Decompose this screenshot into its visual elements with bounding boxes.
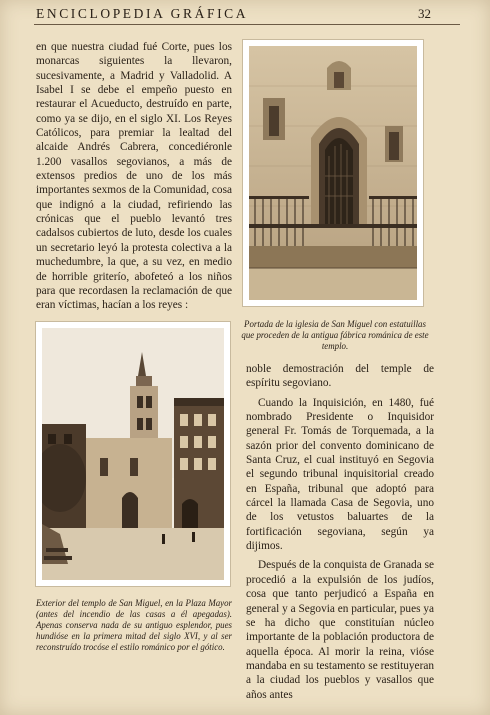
- caption-church-exterior: Exterior del templo de San Miguel, en la Plaza Mayor (antes del incendio de las casas a él apegadas). Apenas conserva nada de su antiguo esplendor, pues hundióse en la primera mitad del siglo XVI, y al ser reconstruído trocóse el estilo románico por el gótico.: [36, 598, 232, 653]
- page-number: 32: [418, 6, 431, 21]
- paragraph: noble demostración del temple de espíritu segoviano.: [246, 363, 434, 390]
- paragraph: Después de la conquista de Granada se procedió a la expulsión de los judíos, cosa que tanto perjudicó a España en general y a Segovia en particular, pues ya se ha dicho que constituían núcleo importante de la población productora de aquella época. Al morir la reina, vióse mandaba en su testamento se restituyeran a la ciudad los pueblos y vasallos que años antes: [246, 559, 434, 701]
- church-exterior-image: [42, 328, 224, 580]
- running-title: ENCICLOPEDIA GRÁFICA: [36, 6, 249, 21]
- caption-church-portal: Portada de la iglesia de San Miguel con estatuillas que proceden de la antigua fábrica románica de este templo.: [241, 319, 429, 352]
- paragraph: en que nuestra ciudad fué Corte, pues los monarcas siguientes la llevaron, sucesivamente, a Madrid y Valladolid. A Isabel I se debe el empeño puesto en restaurar el Acueducto, destruído en parte, como ya se dijo, en el siglo XI. Los Reyes Católicos, para premiar la lealtad del alcaide Andrés Cabrera, concediéronle 1.200 vasallos segovianos, a más de extensos predios de uno de los más importantes sexmos de la Comunidad, cosa que indignó a la ciudad, refiriendo las crónicas que el pueblo levantó tres cadalsos cubiertos de luto, desde los cuales un secretario leyó la protesta colectiva a la muchedumbre, la que, a su vez, en medio de horrible griterío, abofeteó a los niños para que recordasen la reclamación de que eran víctimas, hacían a los reyes :: [36, 41, 232, 312]
- paragraph: Cuando la Inquisición, en 1480, fué nombrado Presidente o Inquisidor general Fr. Tomás de Torquemada, a la sazón prior del convento dominicano de Santa Cruz, el cual instituyó en Segovia el segundo tribunal inquisitorial creado en España, tribunal que adoptó para cárcel la llamada Casa de Segovia, uno de los vetustos baluartes de la fortificación segoviana, según ya dijimos.: [246, 396, 434, 553]
- church-portal-image: [249, 46, 417, 300]
- photo-church-exterior: [36, 322, 230, 586]
- right-column-text: [246, 362, 434, 702]
- photo-church-portal: [243, 40, 423, 306]
- header-rule: [34, 24, 460, 25]
- left-column-text: [36, 40, 232, 313]
